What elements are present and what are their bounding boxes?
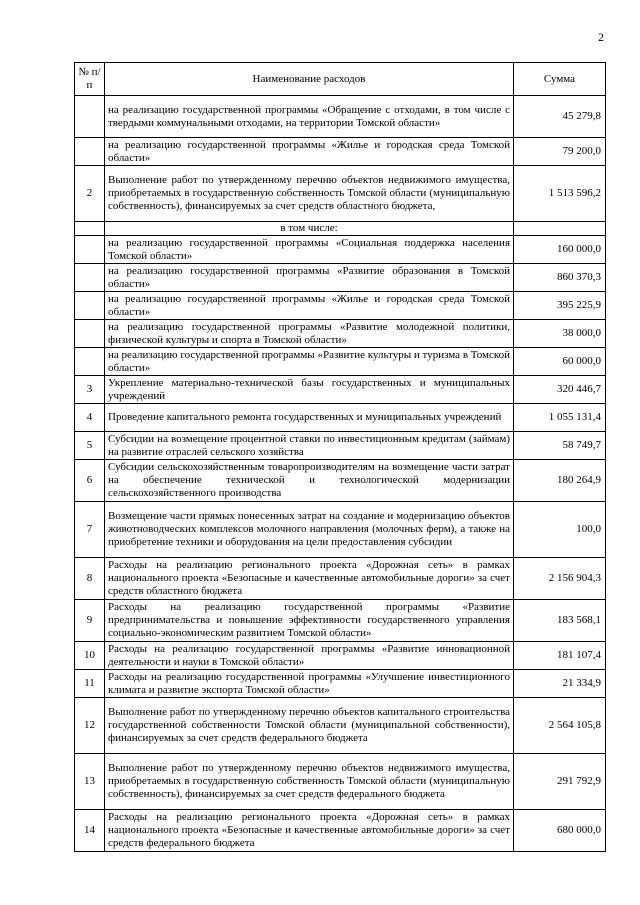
row-number: 14	[75, 810, 105, 852]
table-row	[75, 558, 606, 600]
row-description: в том числе:	[105, 222, 514, 236]
table-row	[75, 96, 606, 138]
row-number	[75, 348, 105, 376]
row-number: 10	[75, 642, 105, 670]
header-name: Наименование расходов	[105, 63, 514, 96]
row-number: 8	[75, 558, 105, 600]
row-description: Выполнение работ по утвержденному перечню объектов недвижимого имущества, приобретаемых в государственную собственность Томской области (муниципальную собственность), финансируемых за счет средств федерального бюджета	[105, 754, 514, 810]
row-number	[75, 292, 105, 320]
row-number: 11	[75, 670, 105, 698]
row-number	[75, 236, 105, 264]
row-sum: 2 156 904,3	[514, 558, 606, 600]
header-no: № п/п	[75, 63, 105, 96]
table-row	[75, 432, 606, 460]
row-number	[75, 138, 105, 166]
row-description: Расходы на реализацию государственной программы «Улучшение инвестиционного климата и развитие экспорта Томской области»	[105, 670, 514, 698]
row-description: на реализацию государственной программы «Жилье и городская среда Томской области»	[105, 292, 514, 320]
table-row	[75, 670, 606, 698]
row-description: Выполнение работ по утвержденному перечню объектов капитального строительства государственной собственности Томской области (муниципальной собственности), финансируемых за счет средств федерального бюджета	[105, 698, 514, 754]
row-sum: 58 749,7	[514, 432, 606, 460]
row-description: Возмещение части прямых понесенных затрат на создание и модернизацию объектов животноводческих комплексов молочного направления (молочных ферм), а также на приобретение техники и оборудования на цели предоставления субсидии	[105, 502, 514, 558]
page-number: 2	[598, 30, 604, 44]
row-number: 13	[75, 754, 105, 810]
row-number: 9	[75, 600, 105, 642]
row-description: Расходы на реализацию государственной программы «Развитие инновационной деятельности и науки в Томской области»	[105, 642, 514, 670]
table-row	[75, 460, 606, 502]
row-number: 2	[75, 166, 105, 222]
row-description: Выполнение работ по утвержденному перечню объектов недвижимого имущества, приобретаемых в государственную собственность Томской области (муниципальную собственность), финансируемых за счет средств областного бюджета,	[105, 166, 514, 222]
table-row	[75, 348, 606, 376]
table-row	[75, 376, 606, 404]
row-sum: 291 792,9	[514, 754, 606, 810]
table-row	[75, 264, 606, 292]
row-sum: 180 264,9	[514, 460, 606, 502]
row-description: Субсидии сельскохозяйственным товаропроизводителям на возмещение части затрат на обеспечение технической и технологической модернизации сельскохозяйственного производства	[105, 460, 514, 502]
row-description: на реализацию государственной программы «Развитие культуры и туризма в Томской области»	[105, 348, 514, 376]
row-sum: 1 055 131,4	[514, 404, 606, 432]
row-description: Расходы на реализацию государственной программы «Развитие предпринимательства и повышение эффективности государственного управления социально-экономическим развитием Томской области»	[105, 600, 514, 642]
row-number	[75, 222, 105, 236]
row-number	[75, 320, 105, 348]
table-row	[75, 292, 606, 320]
row-description: на реализацию государственной программы «Обращение с отходами, в том числе с твердыми коммунальными отходами, на территории Томской области»	[105, 96, 514, 138]
row-sum: 79 200,0	[514, 138, 606, 166]
row-sum: 45 279,8	[514, 96, 606, 138]
row-description: на реализацию государственной программы «Жилье и городская среда Томской области»	[105, 138, 514, 166]
row-number: 6	[75, 460, 105, 502]
row-number	[75, 264, 105, 292]
table-row	[75, 810, 606, 852]
row-sum: 2 564 105,8	[514, 698, 606, 754]
table-row	[75, 502, 606, 558]
expenses-table	[74, 62, 606, 852]
header-sum: Сумма	[514, 63, 606, 96]
row-description: Расходы на реализацию регионального проекта «Дорожная сеть» в рамках национального проекта «Безопасные и качественные автомобильные дороги» за счет средств областного бюджета	[105, 558, 514, 600]
row-sum: 395 225,9	[514, 292, 606, 320]
row-sum: 60 000,0	[514, 348, 606, 376]
row-description: на реализацию государственной программы «Развитие образования в Томской области»	[105, 264, 514, 292]
table-row	[75, 404, 606, 432]
table-row	[75, 642, 606, 670]
row-number: 4	[75, 404, 105, 432]
table-row	[75, 320, 606, 348]
table-row	[75, 138, 606, 166]
table-row	[75, 754, 606, 810]
row-description: Субсидии на возмещение процентной ставки по инвестиционным кредитам (займам) на развитие отраслей сельского хозяйства	[105, 432, 514, 460]
row-description: Проведение капитального ремонта государственных и муниципальных учреждений	[105, 404, 514, 432]
table-row	[75, 166, 606, 222]
table-row	[75, 698, 606, 754]
row-sum: 320 446,7	[514, 376, 606, 404]
row-number: 5	[75, 432, 105, 460]
row-description: Расходы на реализацию регионального проекта «Дорожная сеть» в рамках национального проекта «Безопасные и качественные автомобильные дороги» за счет средств федерального бюджета	[105, 810, 514, 852]
row-number: 3	[75, 376, 105, 404]
row-sum: 860 370,3	[514, 264, 606, 292]
row-sum: 21 334,9	[514, 670, 606, 698]
row-sum: 160 000,0	[514, 236, 606, 264]
row-number: 7	[75, 502, 105, 558]
table-row	[75, 600, 606, 642]
row-sum: 680 000,0	[514, 810, 606, 852]
row-sum: 181 107,4	[514, 642, 606, 670]
row-description: на реализацию государственной программы «Развитие молодежной политики, физической культуры и спорта в Томской области»	[105, 320, 514, 348]
table-row	[75, 236, 606, 264]
row-sum: 183 568,1	[514, 600, 606, 642]
row-number	[75, 96, 105, 138]
row-sum: 1 513 596,2	[514, 166, 606, 222]
row-description: Укрепление материально-технической базы государственных и муниципальных учреждений	[105, 376, 514, 404]
row-description: на реализацию государственной программы «Социальная поддержка населения Томской области»	[105, 236, 514, 264]
row-number: 12	[75, 698, 105, 754]
row-sum: 100,0	[514, 502, 606, 558]
table-row	[75, 222, 606, 236]
row-sum	[514, 222, 606, 236]
row-sum: 38 000,0	[514, 320, 606, 348]
table-header-row	[75, 63, 606, 96]
table-body	[75, 96, 606, 852]
